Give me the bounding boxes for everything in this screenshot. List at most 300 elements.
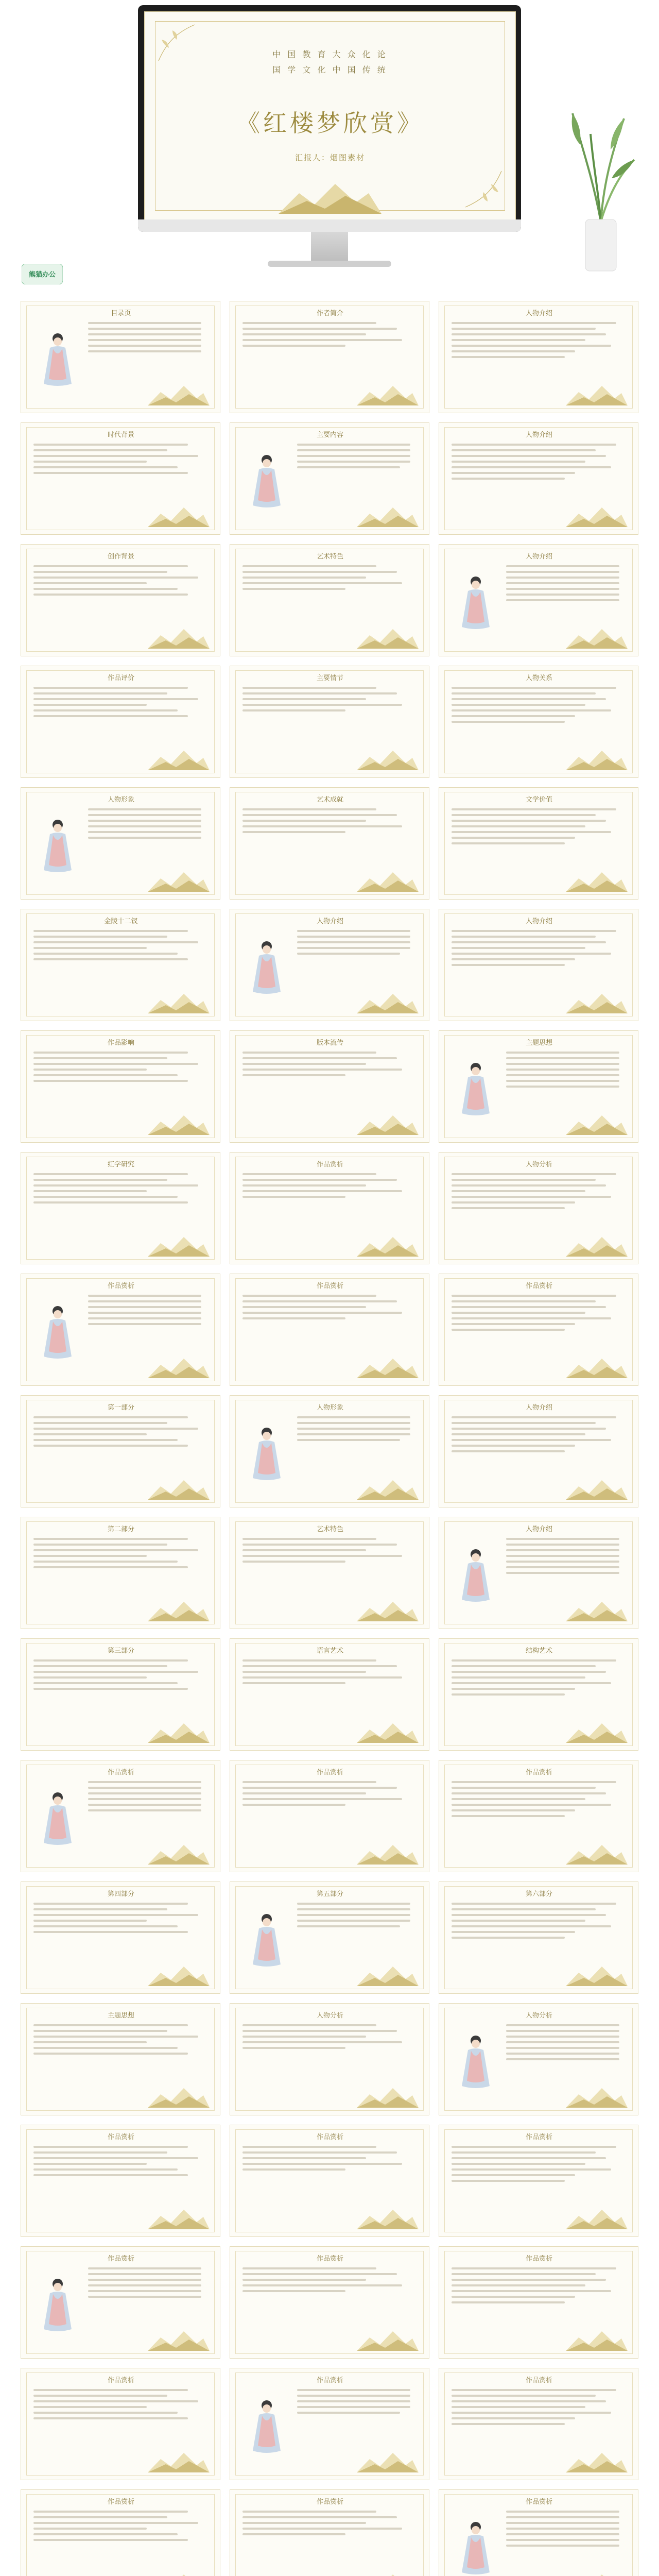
text-line — [242, 582, 402, 584]
slide-title: 作品赏析 — [525, 1282, 552, 1290]
text-line — [33, 1682, 178, 1684]
slide-thumbnail — [439, 2003, 638, 2115]
potted-plant-icon — [562, 103, 639, 273]
text-line — [242, 1300, 397, 1302]
slide-thumbnail — [21, 1760, 220, 1872]
slide-thumbnail — [439, 301, 638, 413]
text-line — [452, 1184, 606, 1187]
text-line — [452, 936, 596, 938]
text-line — [33, 461, 147, 463]
slide-text-block — [242, 1538, 402, 1566]
slide-text-block — [452, 2267, 616, 2307]
text-line — [506, 1538, 619, 1540]
slide-thumbnail — [230, 2125, 429, 2237]
slide-text-block — [88, 1781, 201, 1815]
mountain-ornament-icon — [148, 1234, 210, 1257]
text-line — [33, 1057, 167, 1059]
text-line — [242, 2533, 345, 2535]
mountain-ornament-icon — [148, 626, 210, 649]
text-line — [33, 1561, 178, 1563]
text-line — [242, 831, 345, 833]
text-line — [297, 455, 410, 457]
text-line — [33, 953, 178, 955]
mountain-ornament-icon — [148, 1112, 210, 1135]
text-line — [33, 2146, 188, 2148]
text-line — [506, 2053, 619, 2055]
text-line — [506, 571, 619, 573]
slide-text-block — [506, 2024, 619, 2064]
slide-thumbnail — [439, 1760, 638, 1872]
text-line — [452, 1671, 606, 1673]
text-line — [452, 2406, 585, 2408]
slide-thumbnail — [439, 422, 638, 535]
text-line — [33, 1549, 198, 1551]
slide-text-block — [88, 808, 201, 842]
slide-title: 艺术特色 — [316, 1526, 343, 1533]
text-line — [452, 1925, 611, 1927]
mountain-ornament-icon — [357, 626, 419, 649]
text-line — [452, 1173, 616, 1175]
mountain-ornament-icon — [566, 2450, 628, 2472]
text-line — [452, 1445, 575, 1447]
text-line — [452, 2279, 606, 2281]
slide-thumbnail — [230, 301, 429, 413]
slide-text-block — [297, 930, 410, 958]
text-line — [452, 1179, 596, 1181]
text-line — [452, 1792, 606, 1794]
text-line — [242, 1682, 345, 1684]
text-line — [452, 2146, 616, 2148]
text-line — [33, 1538, 188, 1540]
text-line — [33, 2533, 178, 2535]
text-line — [242, 2522, 366, 2524]
text-line — [506, 2545, 619, 2547]
slide-text-block — [242, 2146, 402, 2174]
slide-text-block — [88, 2267, 201, 2301]
text-line — [242, 1184, 366, 1187]
slide-title: 人物介绍 — [525, 431, 552, 439]
text-line — [88, 2290, 201, 2292]
text-line — [506, 2522, 619, 2524]
text-line — [88, 345, 201, 347]
text-line — [33, 715, 188, 717]
slide-title: 作品赏析 — [107, 1769, 134, 1776]
text-line — [452, 1207, 565, 1209]
slide-title: 人物分析 — [316, 2012, 343, 2020]
text-line — [297, 1422, 410, 1424]
slide-text-block — [506, 1052, 619, 1091]
text-line — [242, 2511, 376, 2513]
slide-thumbnail — [21, 787, 220, 900]
text-line — [452, 1317, 611, 1319]
text-line — [297, 953, 400, 955]
slide-thumbnail — [230, 1274, 429, 1386]
cover-slide — [144, 11, 516, 221]
slide-thumbnail — [230, 1152, 429, 1264]
mountain-ornament-icon — [357, 1112, 419, 1135]
text-line — [33, 1173, 188, 1175]
text-line — [242, 1295, 376, 1297]
text-line — [452, 2296, 575, 2298]
slide-thumbnail — [230, 666, 429, 778]
text-line — [452, 814, 596, 816]
slide-title: 作品赏析 — [316, 2498, 343, 2506]
mountain-ornament-icon — [566, 504, 628, 527]
slide-thumbnail — [439, 909, 638, 1021]
slide-title: 红学研究 — [107, 1161, 134, 1168]
slide-title: 作品赏析 — [525, 1769, 552, 1776]
text-line — [242, 1074, 345, 1076]
slide-title: 人物形象 — [107, 796, 134, 804]
text-line — [242, 2041, 402, 2043]
text-line — [452, 1804, 611, 1806]
mountain-ornament-icon — [566, 991, 628, 1013]
text-line — [88, 1787, 201, 1789]
text-line — [33, 2522, 198, 2524]
text-line — [242, 322, 376, 324]
text-line — [33, 1925, 178, 1927]
mountain-ornament-icon — [566, 2571, 628, 2576]
slide-title: 人物关系 — [525, 674, 552, 682]
slide-text-block — [242, 2267, 402, 2296]
text-line — [506, 1057, 619, 1059]
slide-title: 金陵十二钗 — [104, 918, 138, 925]
slide-text-block — [33, 565, 198, 599]
slide-title: 人物分析 — [525, 1161, 552, 1168]
text-line — [33, 2395, 167, 2397]
text-line — [297, 1439, 400, 1441]
text-line — [452, 461, 585, 463]
text-line — [297, 941, 410, 943]
slide-title: 主要情节 — [316, 674, 343, 682]
mountain-ornament-icon — [357, 1234, 419, 1257]
text-line — [452, 1787, 596, 1789]
lady-figure-icon — [453, 2516, 499, 2576]
cover-reporter: 汇报人：烟图素材 — [294, 153, 365, 162]
text-line — [452, 1422, 596, 1424]
text-line — [297, 1433, 410, 1435]
text-line — [33, 1416, 188, 1418]
text-line — [452, 1428, 606, 1430]
mountain-ornament-icon — [279, 178, 381, 214]
text-line — [33, 1445, 188, 1447]
slide-title: 作品赏析 — [107, 1282, 134, 1290]
lady-figure-icon — [453, 1543, 499, 1605]
text-line — [33, 1544, 167, 1546]
text-line — [506, 2528, 619, 2530]
text-line — [242, 1190, 402, 1192]
slide-title: 作品赏析 — [107, 2377, 134, 2384]
text-line — [33, 2174, 188, 2176]
slide-thumbnail — [21, 1395, 220, 1507]
text-line — [452, 2423, 565, 2425]
mountain-ornament-icon — [148, 383, 210, 405]
slide-text-block — [452, 1659, 616, 1699]
text-line — [452, 356, 565, 358]
text-line — [452, 2301, 565, 2303]
mountain-ornament-icon — [357, 2085, 419, 2108]
text-line — [242, 588, 345, 590]
text-line — [506, 1549, 619, 1551]
text-line — [506, 2036, 619, 2038]
text-line — [452, 947, 585, 949]
text-line — [88, 1809, 201, 1811]
text-line — [242, 692, 397, 694]
text-line — [452, 808, 616, 810]
text-line — [242, 1544, 397, 1546]
mountain-ornament-icon — [566, 1720, 628, 1743]
text-line — [33, 1069, 147, 1071]
text-line — [33, 594, 188, 596]
text-line — [452, 466, 611, 468]
text-line — [506, 1074, 619, 1076]
slide-thumbnail — [439, 2125, 638, 2237]
mountain-ornament-icon — [566, 1477, 628, 1500]
text-line — [242, 1312, 402, 1314]
text-line — [242, 577, 366, 579]
text-line — [242, 1665, 397, 1667]
slide-thumbnail-grid — [21, 301, 638, 2576]
slide-thumbnail — [230, 1395, 429, 1507]
slide-text-block — [33, 2146, 198, 2180]
text-line — [33, 1063, 198, 1065]
text-line — [297, 1920, 410, 1922]
text-line — [452, 687, 616, 689]
text-line — [452, 2157, 606, 2159]
lady-figure-icon — [34, 2273, 81, 2334]
mountain-ornament-icon — [566, 2207, 628, 2229]
slide-text-block — [452, 930, 616, 970]
mountain-ornament-icon — [566, 1355, 628, 1378]
text-line — [242, 1179, 397, 1181]
text-line — [33, 2168, 178, 2171]
slide-text-block — [242, 1659, 402, 1688]
slide-text-block — [33, 930, 198, 964]
slide-title: 人物介绍 — [525, 310, 552, 317]
mountain-ornament-icon — [357, 2207, 419, 2229]
slide-text-block — [33, 2511, 198, 2545]
text-line — [33, 2041, 147, 2043]
text-line — [452, 1196, 611, 1198]
text-line — [242, 339, 402, 341]
slide-thumbnail — [21, 301, 220, 413]
slide-text-block — [297, 2389, 410, 2417]
text-line — [452, 350, 575, 352]
text-line — [452, 1300, 596, 1302]
text-line — [242, 1555, 402, 1557]
text-line — [242, 814, 397, 816]
slide-thumbnail — [230, 1882, 429, 1994]
slide-title: 人物介绍 — [525, 1526, 552, 1533]
text-line — [88, 1798, 201, 1800]
text-line — [452, 2395, 596, 2397]
text-line — [33, 1688, 188, 1690]
text-line — [452, 1815, 565, 1817]
slide-title: 第三部分 — [107, 1647, 134, 1655]
text-line — [242, 1561, 345, 1563]
text-line — [452, 2290, 611, 2292]
text-line — [297, 930, 410, 932]
text-line — [33, 2157, 198, 2159]
mountain-ornament-icon — [148, 2207, 210, 2229]
slide-thumbnail — [439, 1882, 638, 1994]
slide-text-block — [33, 1538, 198, 1572]
text-line — [33, 1903, 188, 1905]
slide-title: 人物形象 — [316, 1404, 343, 1412]
slide-thumbnail — [230, 1760, 429, 1872]
text-line — [33, 2389, 188, 2391]
slide-text-block — [452, 1903, 616, 1942]
text-line — [88, 1781, 201, 1783]
text-line — [242, 1798, 402, 1800]
text-line — [88, 322, 201, 324]
slide-text-block — [452, 808, 616, 848]
text-line — [506, 2533, 619, 2535]
slide-text-block — [242, 565, 402, 594]
text-line — [452, 930, 616, 932]
monitor-chin — [138, 219, 521, 232]
text-line — [88, 820, 201, 822]
text-line — [33, 709, 178, 711]
slide-text-block — [242, 1781, 402, 1809]
mountain-ornament-icon — [566, 1234, 628, 1257]
text-line — [242, 1057, 397, 1059]
text-line — [33, 466, 178, 468]
text-line — [33, 2412, 178, 2414]
text-line — [452, 2163, 585, 2165]
slide-title: 第四部分 — [107, 1890, 134, 1898]
text-line — [242, 2284, 402, 2286]
slide-text-block — [242, 1173, 402, 1201]
mountain-ornament-icon — [357, 748, 419, 770]
text-line — [452, 2168, 611, 2171]
text-line — [33, 1676, 147, 1679]
slide-title: 作品赏析 — [107, 2133, 134, 2141]
text-line — [452, 1416, 616, 1418]
slide-title: 艺术成就 — [316, 796, 343, 804]
text-line — [88, 837, 201, 839]
text-line — [33, 941, 198, 943]
text-line — [452, 1914, 606, 1916]
text-line — [88, 2284, 201, 2286]
text-line — [33, 1080, 188, 1082]
slide-text-block — [88, 1295, 201, 1329]
text-line — [242, 2151, 397, 2154]
mountain-ornament-icon — [357, 2571, 419, 2576]
slide-title: 文学价值 — [525, 796, 552, 804]
slide-text-block — [506, 1538, 619, 1578]
slide-text-block — [452, 1416, 616, 1456]
slide-title: 人物介绍 — [525, 1404, 552, 1412]
text-line — [33, 577, 198, 579]
slide-text-block — [33, 2389, 198, 2423]
text-line — [452, 2180, 565, 2182]
text-line — [242, 2168, 345, 2171]
text-line — [506, 2511, 619, 2513]
text-line — [88, 808, 201, 810]
lady-figure-icon — [244, 449, 290, 511]
text-line — [242, 2273, 397, 2275]
slide-title: 第一部分 — [107, 1404, 134, 1412]
text-line — [33, 1433, 147, 1435]
text-line — [33, 571, 167, 573]
slide-thumbnail — [21, 2368, 220, 2480]
text-line — [242, 1052, 376, 1054]
slide-title: 艺术特色 — [316, 553, 343, 561]
slide-thumbnail — [21, 2003, 220, 2115]
slide-title: 人物介绍 — [316, 918, 343, 925]
slide-title: 时代背景 — [107, 431, 134, 439]
text-line — [297, 1925, 400, 1927]
slide-thumbnail — [21, 1274, 220, 1386]
text-line — [242, 2024, 376, 2026]
text-line — [506, 1080, 619, 1082]
text-line — [452, 2400, 606, 2402]
badge-label: 熊猫办公 — [28, 271, 56, 279]
mountain-ornament-icon — [566, 2085, 628, 2108]
text-line — [452, 1329, 565, 1331]
text-line — [452, 1781, 616, 1783]
text-line — [242, 2157, 366, 2159]
mountain-ornament-icon — [148, 991, 210, 1013]
slide-thumbnail — [230, 1517, 429, 1629]
text-line — [506, 2539, 619, 2541]
slide-thumbnail — [439, 2368, 638, 2480]
text-line — [88, 814, 201, 816]
text-line — [242, 2047, 345, 2049]
text-line — [88, 1295, 201, 1297]
text-line — [242, 328, 397, 330]
slide-thumbnail — [439, 1638, 638, 1751]
slide-text-block — [242, 808, 402, 837]
slide-text-block — [33, 1659, 198, 1693]
slide-thumbnail — [439, 666, 638, 778]
text-line — [242, 571, 397, 573]
lady-figure-icon — [244, 1908, 290, 1970]
slide-text-block — [297, 1903, 410, 1931]
text-line — [297, 947, 410, 949]
text-line — [33, 1052, 188, 1054]
text-line — [33, 692, 167, 694]
slide-thumbnail — [21, 909, 220, 1021]
text-line — [452, 2389, 616, 2391]
text-line — [506, 2516, 619, 2518]
text-line — [242, 2030, 397, 2032]
text-line — [88, 333, 201, 335]
text-line — [452, 698, 606, 700]
slide-title: 创作背景 — [107, 553, 134, 561]
text-line — [506, 594, 619, 596]
slide-title: 作品赏析 — [525, 2133, 552, 2141]
mountain-ornament-icon — [566, 869, 628, 892]
text-line — [452, 820, 606, 822]
text-line — [242, 709, 345, 711]
mountain-ornament-icon — [566, 1963, 628, 1986]
text-line — [33, 472, 188, 474]
monitor-base — [268, 261, 391, 267]
text-line — [33, 1914, 198, 1916]
mountain-ornament-icon — [357, 1720, 419, 1743]
slide-title: 人物介绍 — [525, 553, 552, 561]
slide-title: 人物介绍 — [525, 918, 552, 925]
lady-figure-icon — [453, 2029, 499, 2091]
slide-thumbnail — [230, 787, 429, 900]
text-line — [452, 2273, 596, 2275]
slide-text-block — [33, 1416, 198, 1450]
slide-text-block — [506, 565, 619, 605]
mountain-ornament-icon — [357, 1963, 419, 1986]
lady-figure-icon — [453, 570, 499, 632]
